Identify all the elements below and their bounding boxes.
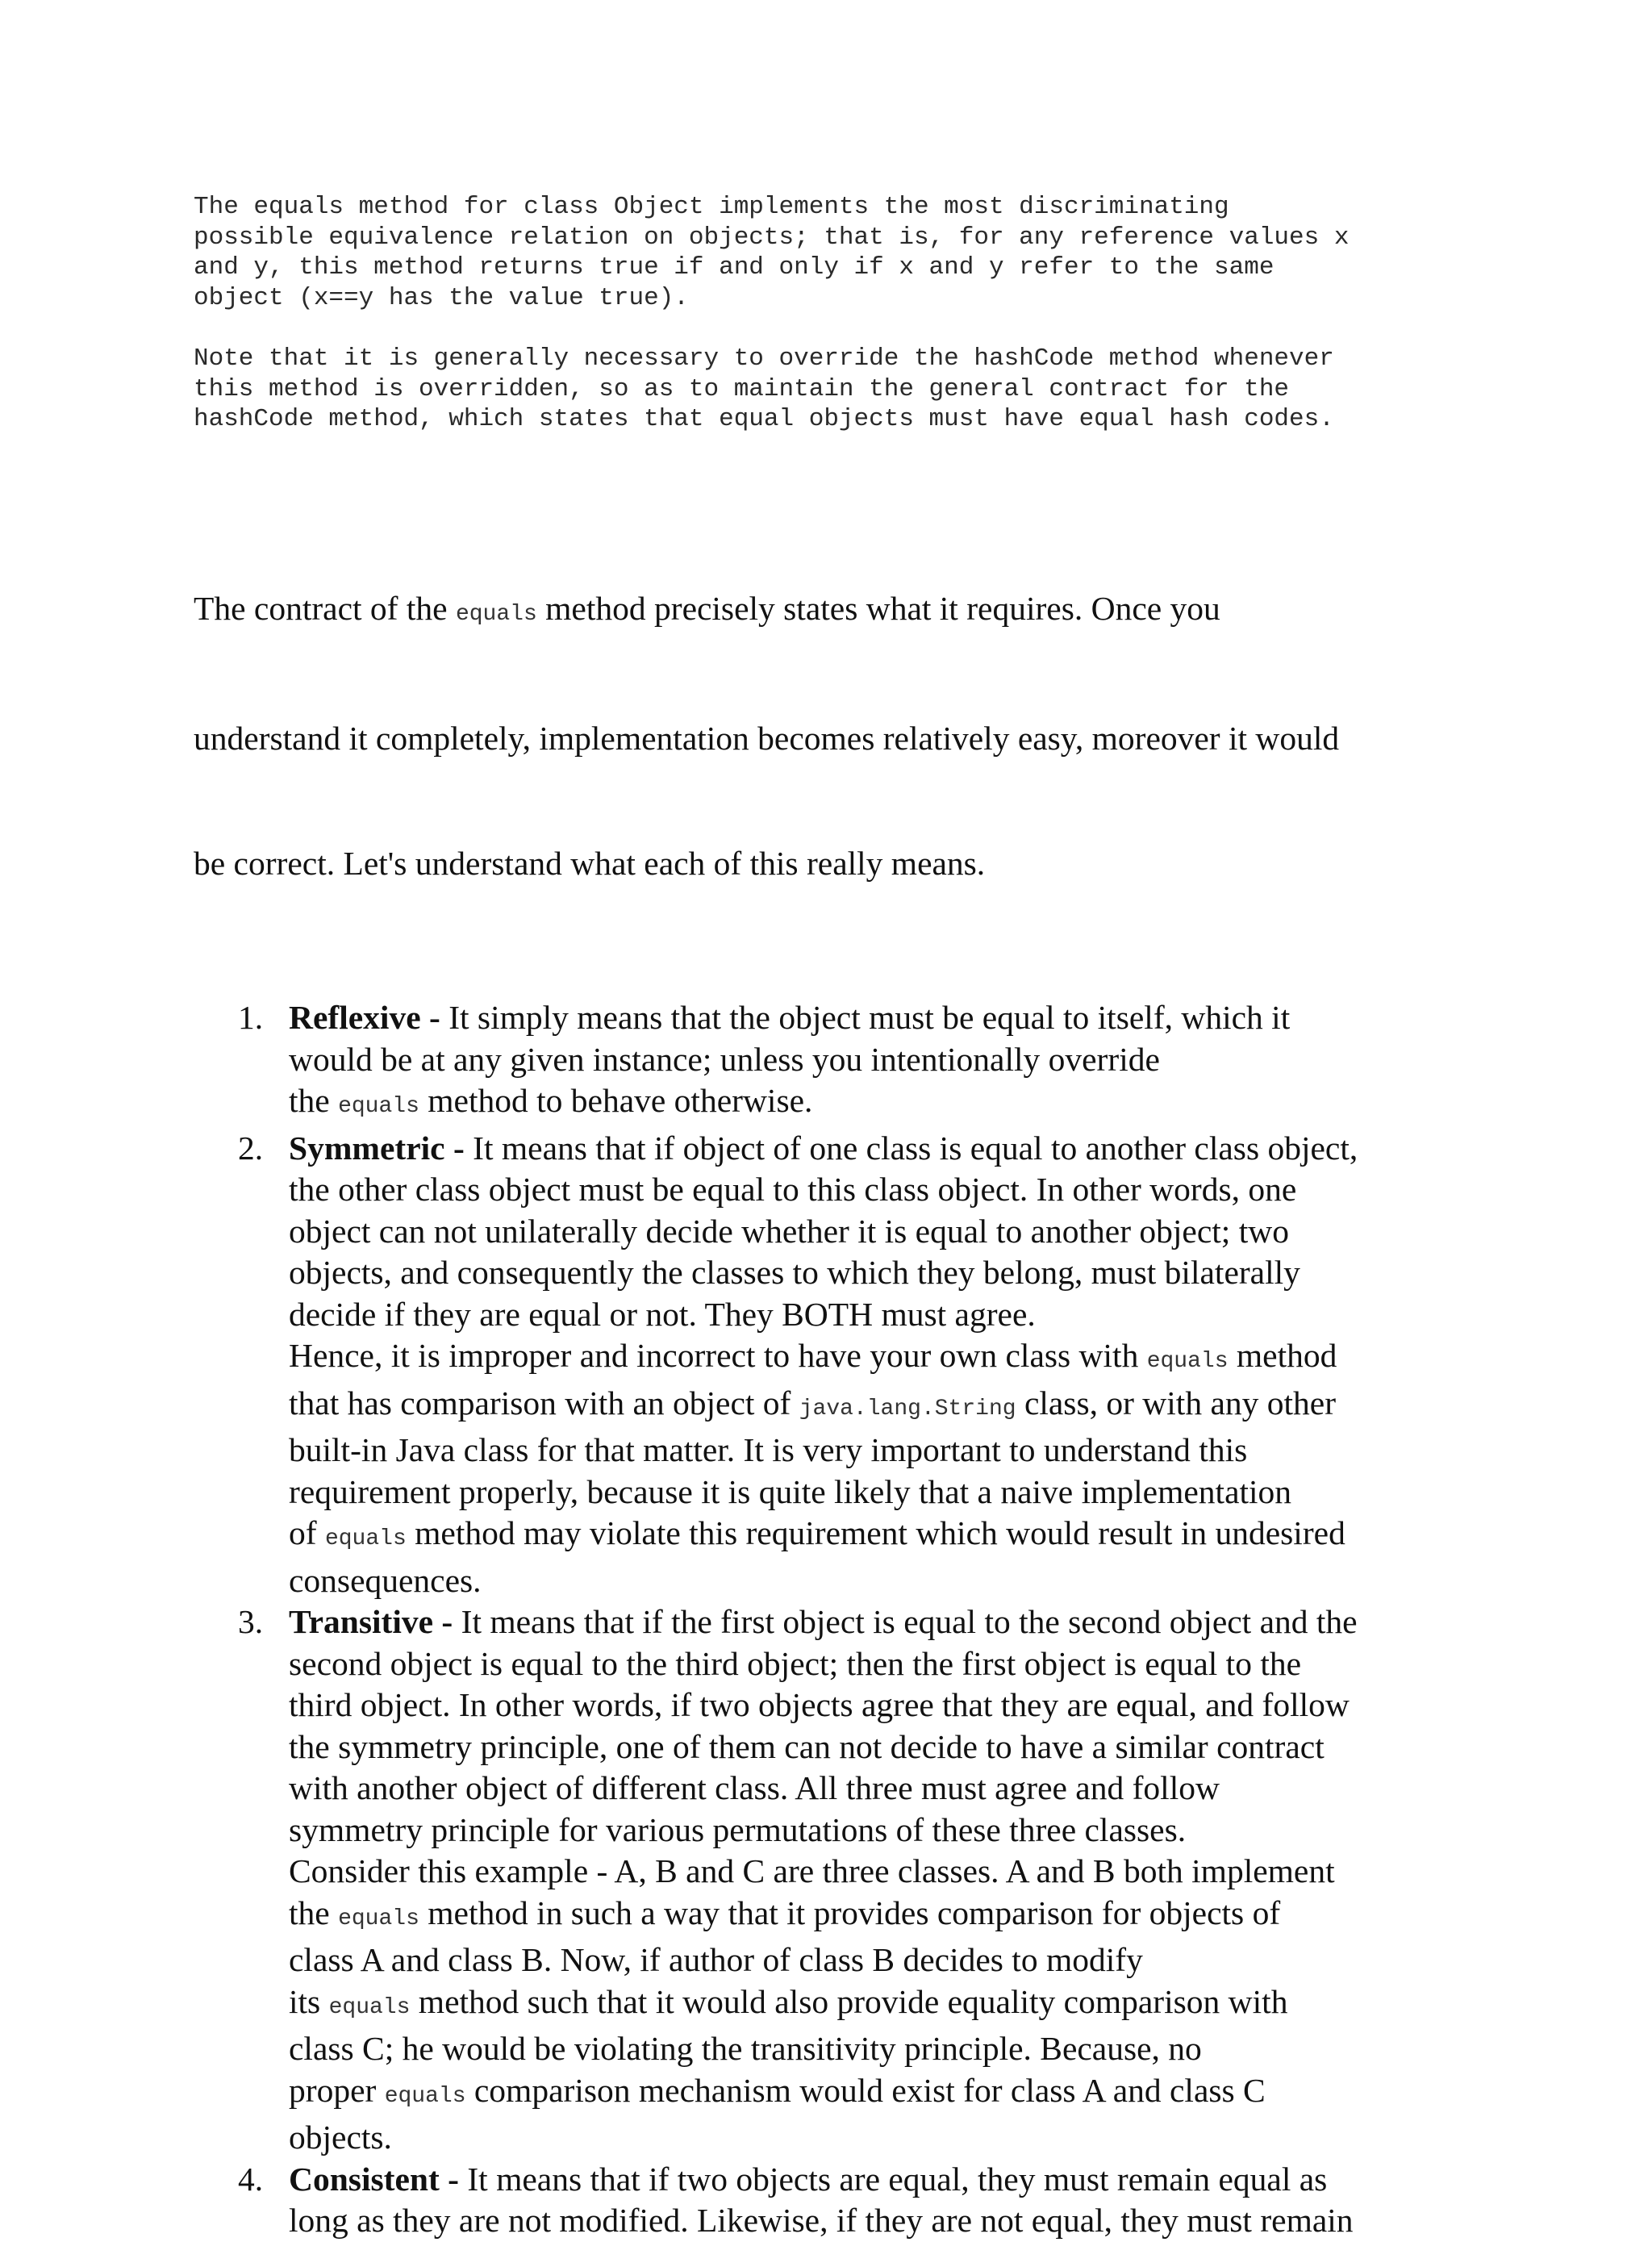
list-line bbox=[289, 1981, 1452, 2029]
list-line: built-in Java class for that matter. It is very important to understand this bbox=[289, 1431, 1248, 1468]
term-reflexive: Reflexive - bbox=[289, 999, 440, 1036]
list-text: its bbox=[289, 1982, 329, 2020]
list-line bbox=[289, 1893, 1452, 1940]
inline-code-equals: equals bbox=[338, 1906, 419, 1931]
list-text: It means that if two objects are equal, they must remain equal as bbox=[458, 2160, 1328, 2198]
list-line bbox=[289, 1383, 1452, 1430]
list-item-symmetric bbox=[194, 1128, 1452, 1602]
list-text: proper bbox=[289, 2071, 385, 2109]
list-line: objects. bbox=[289, 2119, 392, 2156]
list-line: requirement properly, because it is quite likely that a naive implementation bbox=[289, 1472, 1292, 1510]
list-line: decide if they are equal or not. They BOTH must agree. bbox=[289, 1295, 1036, 1333]
list-line: long as they are not modified. Likewise, if they are not equal, they must remain bbox=[289, 2202, 1354, 2239]
list-line: objects, and consequently the classes to which they belong, must bilaterally bbox=[289, 1254, 1300, 1291]
term-transitive: Transitive - bbox=[289, 1603, 453, 1640]
list-text: the bbox=[289, 1893, 339, 1931]
intro-text: The contract of the bbox=[194, 589, 456, 627]
javadoc-line: hashCode method, which states that equal objects must have equal hash codes. bbox=[194, 405, 1334, 433]
list-text: method to behave otherwise. bbox=[419, 1082, 813, 1119]
list-item-number: 3. bbox=[238, 1603, 264, 1640]
list-line bbox=[289, 1513, 1452, 1560]
javadoc-line: The equals method for class Object implements the most discriminating bbox=[194, 193, 1229, 221]
list-line bbox=[289, 997, 1452, 1039]
document-page bbox=[194, 192, 1452, 2242]
list-line bbox=[289, 1601, 1452, 1643]
list-text: comparison mechanism would exist for class A and class C bbox=[465, 2071, 1266, 2109]
javadoc-line: this method is overridden, so as to maintain the general contract for the bbox=[194, 374, 1290, 403]
list-line: consequences. bbox=[289, 1561, 482, 1599]
list-text: It means that if the first object is equal to the second object and the bbox=[453, 1603, 1358, 1640]
list-text: the bbox=[289, 1082, 339, 1119]
list-item-number: 2. bbox=[238, 1129, 264, 1167]
intro-line: understand it completely, implementation becomes relatively easy, moreover it would bbox=[194, 720, 1340, 757]
list-text: It means that if object of one class is equal to another class object, bbox=[464, 1129, 1358, 1167]
inline-code-equals: equals bbox=[324, 1526, 407, 1551]
list-line bbox=[289, 2070, 1452, 2118]
javadoc-line: possible equivalence relation on objects; that is, for any reference values x bbox=[194, 223, 1350, 252]
list-line bbox=[289, 1335, 1452, 1383]
intro-paragraph bbox=[194, 505, 1452, 968]
list-text: It simply means that the object must be equal to itself, which it bbox=[440, 999, 1291, 1036]
inline-code-string-class: java.lang.String bbox=[799, 1396, 1016, 1422]
inline-code-equals: equals bbox=[455, 601, 537, 627]
list-line: with another object of different class. All three must agree and follow bbox=[289, 1769, 1220, 1806]
list-line: would be at any given instance; unless you intentionally override bbox=[289, 1040, 1160, 1078]
list-line: third object. In other words, if two objects agree that they are equal, and follow bbox=[289, 1686, 1350, 1723]
list-line: class C; he would be violating the transitivity principle. Because, no bbox=[289, 2030, 1202, 2067]
list-item-transitive bbox=[194, 1601, 1452, 2159]
list-line bbox=[289, 2159, 1452, 2201]
list-item-number: 1. bbox=[238, 999, 264, 1036]
list-text: class, or with any other bbox=[1016, 1384, 1337, 1422]
list-line: the other class object must be equal to this class object. In other words, one bbox=[289, 1171, 1297, 1208]
javadoc-paragraph-hashcode bbox=[194, 344, 1452, 435]
list-line: class A and class B. Now, if author of class B decides to modify bbox=[289, 1941, 1143, 1978]
list-line: second object is equal to the third object; then the first object is equal to the bbox=[289, 1644, 1302, 1682]
list-line: Consider this example - A, B and C are three classes. A and B both implement bbox=[289, 1852, 1335, 1889]
list-text: method in such a way that it provides comparison for objects of bbox=[419, 1893, 1281, 1931]
list-text: Hence, it is improper and incorrect to have your own class with bbox=[289, 1337, 1147, 1374]
javadoc-line: and y, this method returns true if and only if x and y refer to the same bbox=[194, 253, 1274, 282]
intro-line bbox=[194, 588, 1452, 636]
list-line: the symmetry principle, one of them can not decide to have a similar contract bbox=[289, 1727, 1325, 1765]
javadoc-paragraph-equals bbox=[194, 192, 1452, 313]
inline-code-equals: equals bbox=[328, 1994, 411, 2020]
inline-code-equals: equals bbox=[384, 2083, 466, 2109]
list-text: method may violate this requirement which would result in undesired bbox=[406, 1514, 1345, 1551]
list-text: of bbox=[289, 1514, 325, 1551]
list-item-consistent bbox=[194, 2159, 1452, 2242]
list-text: that has comparison with an object of bbox=[289, 1384, 799, 1422]
list-text: method bbox=[1228, 1337, 1337, 1374]
inline-code-equals: equals bbox=[338, 1094, 419, 1119]
list-item-reflexive bbox=[194, 997, 1452, 1128]
list-line: object can not unilaterally decide whether it is equal to another object; two bbox=[289, 1212, 1289, 1250]
list-line bbox=[289, 1128, 1452, 1170]
list-text: method such that it would also provide equality comparison with bbox=[410, 1982, 1288, 2020]
term-symmetric: Symmetric - bbox=[289, 1129, 465, 1167]
intro-text: method precisely states what it requires. Once you bbox=[536, 589, 1220, 627]
list-line: symmetry principle for various permutations of these three classes. bbox=[289, 1810, 1187, 1848]
javadoc-line: Note that it is generally necessary to override the hashCode method whenever bbox=[194, 344, 1334, 373]
javadoc-line: object (x==y has the value true). bbox=[194, 283, 689, 312]
requirements-list bbox=[194, 997, 1452, 2242]
list-line bbox=[289, 1080, 1452, 1128]
intro-line: be correct. Let's understand what each of this really means. bbox=[194, 844, 986, 882]
term-consistent: Consistent - bbox=[289, 2160, 459, 2198]
list-item-number: 4. bbox=[238, 2160, 264, 2198]
inline-code-equals: equals bbox=[1146, 1349, 1229, 1374]
